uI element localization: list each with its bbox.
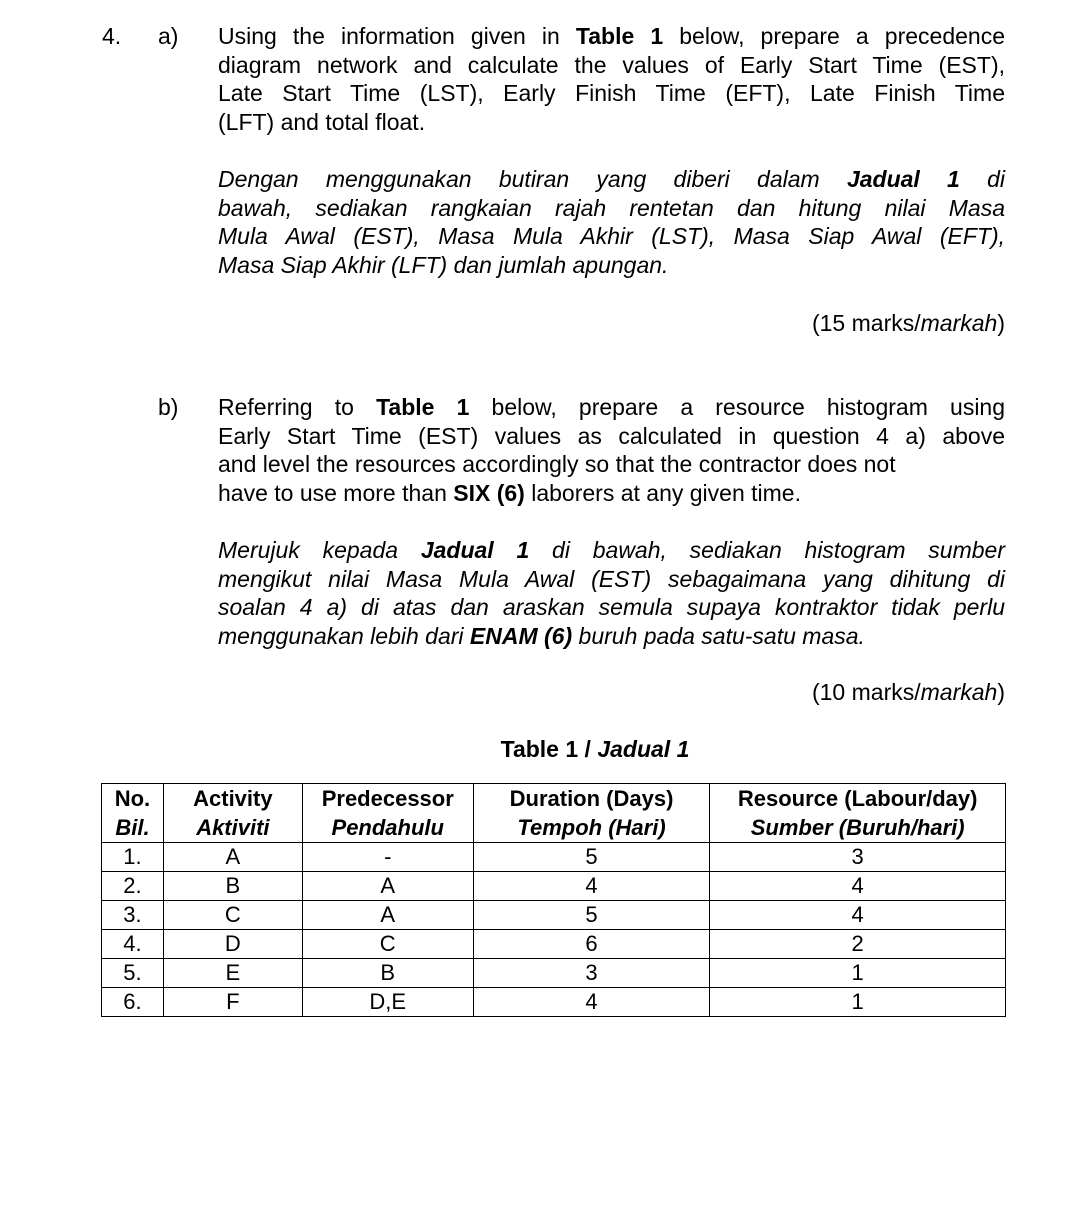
table-caption: Table 1 / Jadual 1 [500,736,690,762]
cell-resource: 2 [710,930,1006,959]
cell-no: 1. [102,843,164,872]
table-row [102,988,1006,1017]
cell-resource: 3 [710,843,1006,872]
cell-resource: 4 [710,872,1006,901]
header-predecessor: Predecessor Pendahulu [302,784,473,843]
cell-duration: 4 [473,872,710,901]
cell-duration: 4 [473,988,710,1017]
part-b-en-line-3: and level the resources accordingly so that the contractor does not [218,451,896,478]
part-a-ms-line-1: Dengan menggunakan butiran yang diberi dalam Jadual 1 di [218,166,1005,192]
cell-no: 2. [102,872,164,901]
part-a-ms-line-3: Mula Awal (EST), Masa Mula Akhir (LST), Masa Siap Awal (EFT), [218,223,1005,250]
part-a-en-line-1: Using the information given in Table 1 below, prepare a precedence [218,23,1006,49]
cell-duration: 5 [473,901,710,930]
table-row [102,843,1006,872]
header-duration: Duration (Days) Tempoh (Hari) [473,784,710,843]
cell-predecessor: - [302,843,473,872]
part-a-en-line-3: Late Start Time (LST), Early Finish Time (EFT), Late Finish Time [218,80,1005,107]
part-a-english-text [218,22,1005,137]
cell-resource: 1 [710,959,1006,988]
part-b-english-text [218,393,1005,508]
part-a-ms-line-2: bawah, sediakan rangkaian rajah rentetan dan hitung nilai Masa [218,194,1005,221]
cell-duration: 6 [473,930,710,959]
cell-activity: F [163,988,302,1017]
cell-activity: A [163,843,302,872]
cell-duration: 5 [473,843,710,872]
cell-activity: E [163,959,302,988]
question-number: 4. [102,23,122,49]
header-activity: Activity Aktiviti [163,784,302,843]
part-b-label: b) [158,394,179,420]
cell-no: 3. [102,901,164,930]
part-b-en-line-1: Referring to Table 1 below, prepare a resource histogram using [218,394,1006,420]
cell-resource: 4 [710,901,1006,930]
cell-activity: C [163,901,302,930]
part-b-marks: (10 marks/markah) [811,679,1005,705]
header-resource: Resource (Labour/day) Sumber (Buruh/hari) [710,784,1006,843]
part-b-ms-line-2: mengikut nilai Masa Mula Awal (EST) sebagaimana yang dihitung di [218,565,1005,592]
part-b-en-line-4: have to use more than SIX (6) laborers at any given time. [218,480,801,507]
cell-no: 6. [102,988,164,1017]
part-b-ms-line-4: menggunakan lebih dari ENAM (6) buruh pada satu-satu masa. [218,623,865,650]
table-row [102,930,1006,959]
table-row [102,901,1006,930]
part-a-en-line-2: diagram network and calculate the values of Early Start Time (EST), [218,51,1005,78]
part-a-en-line-4: (LFT) and total float. [218,109,426,136]
table-row [102,872,1006,901]
cell-predecessor: C [302,930,473,959]
cell-duration: 3 [473,959,710,988]
activity-table [101,783,1006,1017]
table-header-row [102,784,1006,843]
part-a-malay-text [218,165,1005,280]
cell-predecessor: A [302,901,473,930]
header-no: No. Bil. [102,784,164,843]
part-a-marks: (15 marks/markah) [811,310,1005,336]
cell-no: 4. [102,930,164,959]
cell-predecessor: A [302,872,473,901]
part-b-ms-line-3: soalan 4 a) di atas dan araskan semula supaya kontraktor tidak perlu [218,594,1005,621]
cell-activity: D [163,930,302,959]
table-row [102,959,1006,988]
cell-resource: 1 [710,988,1006,1017]
cell-predecessor: D,E [302,988,473,1017]
cell-no: 5. [102,959,164,988]
cell-activity: B [163,872,302,901]
part-b-en-line-2: Early Start Time (EST) values as calculated in question 4 a) above [218,422,1005,449]
part-a-ms-line-4: Masa Siap Akhir (LFT) dan jumlah apungan. [218,252,669,279]
part-a-label: a) [158,23,179,49]
cell-predecessor: B [302,959,473,988]
part-b-malay-text [218,536,1005,651]
part-b-ms-line-1: Merujuk kepada Jadual 1 di bawah, sediakan histogram sumber [218,537,1005,563]
